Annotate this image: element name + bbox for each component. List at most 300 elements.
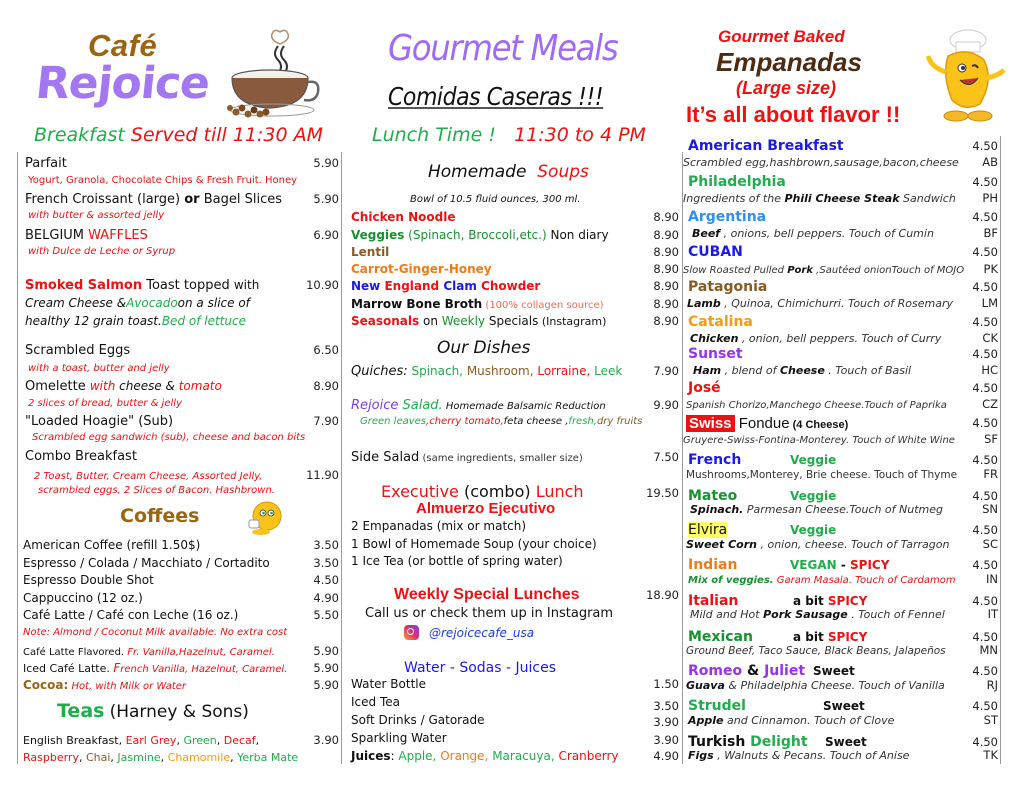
desc-part: , Quinoa, Chimichurri. Touch of Rosemary bbox=[720, 297, 953, 310]
item-name: Sunset bbox=[688, 346, 743, 362]
veggies-ingredients: (Spinach, Broccoli,etc.) bbox=[404, 228, 547, 242]
empanada-desc-row bbox=[693, 363, 998, 377]
seasonals-weekly: Weekly bbox=[441, 314, 486, 328]
item-description bbox=[687, 297, 953, 310]
column-1-left-border bbox=[17, 152, 18, 764]
menu-item-lentil bbox=[351, 245, 679, 259]
bit-tag: a bit bbox=[793, 630, 828, 644]
column-2-right-border bbox=[682, 152, 683, 764]
empanada-indian bbox=[688, 554, 998, 573]
menu-item-teas bbox=[23, 733, 339, 747]
croissant-name: French Croissant (large) bbox=[25, 192, 185, 207]
item-name bbox=[23, 678, 186, 692]
combo-desc-1: 2 Toast, Butter, Cream Cheese, Assorted Jelly, bbox=[34, 471, 263, 482]
menu-item-drink bbox=[351, 695, 679, 713]
iced-latte-f: F bbox=[113, 661, 121, 675]
salad-tomato: ,cherry tomato, bbox=[426, 416, 504, 427]
menu-item-coffee bbox=[23, 573, 339, 587]
tea-chamomile: Chamomile bbox=[167, 751, 231, 764]
item-description bbox=[38, 485, 275, 496]
item-price: 4.50 bbox=[972, 489, 998, 503]
desc-part: Slow Roasted Pulled bbox=[683, 265, 788, 276]
item-name: Combo Breakfast bbox=[25, 449, 137, 464]
juice-maracuya: Maracuya, bbox=[492, 749, 555, 763]
item-price: 3.50 bbox=[313, 538, 339, 552]
juice-cranberry: Cranberry bbox=[558, 749, 619, 763]
menu-item-coffee bbox=[23, 538, 339, 552]
menu-item-croissant bbox=[25, 192, 339, 207]
weekly-title: Weekly Special Lunches bbox=[394, 586, 580, 603]
item-description bbox=[34, 468, 339, 482]
empanada-desc-row bbox=[683, 155, 998, 169]
desc-bold: Sweet Corn bbox=[686, 538, 757, 551]
item-price: 8.90 bbox=[653, 297, 679, 311]
item-description bbox=[683, 192, 956, 205]
tea-raspberry: Raspberry bbox=[23, 751, 79, 764]
instagram-handle-row[interactable] bbox=[404, 625, 534, 640]
item-price: 4.50 bbox=[972, 381, 998, 395]
romeo-name: Romeo bbox=[688, 663, 743, 679]
empanada-jose bbox=[688, 380, 998, 396]
item-price: 4.50 bbox=[972, 630, 998, 644]
item-price: 5.90 bbox=[313, 644, 339, 658]
latte-flavors: Fr. Vanilla,Hazelnut, Caramel. bbox=[127, 647, 275, 658]
menu-item-combo-breakfast bbox=[25, 449, 339, 464]
desc-part: Garam Masala. Touch of Cardamom bbox=[773, 575, 956, 586]
menu-item-drink bbox=[351, 677, 679, 691]
desc-bold: Spinach. bbox=[690, 503, 744, 516]
item-name: Chicken Noodle bbox=[351, 210, 456, 224]
empanada-desc-row bbox=[686, 678, 998, 692]
italian-name: Italian bbox=[688, 593, 739, 609]
teas-title: Teas bbox=[57, 700, 105, 722]
salad-greens: Green leaves bbox=[360, 416, 427, 427]
waffles-prefix: BELGIUM bbox=[25, 228, 89, 243]
combo-desc-2: scrambled eggs, 2 Slices of Bacon. Hashbrown. bbox=[38, 485, 275, 496]
item-price: 4.50 bbox=[972, 699, 998, 713]
turkish-name: Turkish bbox=[688, 734, 746, 750]
lunch-word: Lunch bbox=[535, 482, 584, 501]
desc-bold: Guava bbox=[686, 679, 725, 692]
item-name bbox=[351, 279, 540, 293]
waffles-name: WAFFLES bbox=[88, 228, 148, 243]
salad-rejoice: Rejoice bbox=[351, 398, 399, 413]
menu-item-scrambled-eggs bbox=[25, 343, 339, 358]
item-price: 4.50 bbox=[972, 558, 998, 572]
coffee-cup-icon bbox=[222, 28, 322, 120]
item-code: AB bbox=[982, 155, 998, 169]
item-code: TK bbox=[983, 748, 998, 762]
item-price: 4.50 bbox=[972, 139, 998, 153]
desc-bold: Figs bbox=[688, 749, 714, 762]
seasonals-name: Seasonals bbox=[351, 314, 420, 328]
item-code: ST bbox=[983, 713, 998, 727]
item-name bbox=[351, 398, 606, 413]
menu-item-coffee bbox=[23, 608, 339, 622]
item-description bbox=[686, 538, 949, 551]
desc-part: and Cinnamon. Touch of Clove bbox=[723, 714, 895, 727]
seasonals-on: on bbox=[419, 314, 442, 328]
item-name: Patagonia bbox=[688, 279, 768, 295]
comidas-caseras-title: Comidas Caseras !!! bbox=[388, 82, 604, 111]
avocado-label: Avocado bbox=[126, 296, 178, 310]
item-code: RJ bbox=[986, 678, 998, 692]
executive-title bbox=[381, 482, 584, 501]
item-name bbox=[688, 554, 889, 573]
item-description: Ground Beef, Taco Sauce, Black Beans, Jalapeños bbox=[686, 645, 946, 657]
flavor-tagline: It’s all about flavor !! bbox=[686, 102, 901, 127]
item-description bbox=[28, 175, 297, 186]
breakfast-hours: Served till 11:30 AM bbox=[130, 124, 324, 146]
hoagie-desc: Scrambled egg sandwich (sub), cheese and bacon bits bbox=[32, 432, 306, 443]
desc-bold: Pork bbox=[787, 265, 813, 276]
item-price: 4.50 bbox=[972, 415, 998, 430]
drinks-heading: Water - Sodas - Juices bbox=[404, 660, 556, 676]
waffles-desc: with Dulce de Leche or Syrup bbox=[28, 246, 176, 257]
item-price: 7.50 bbox=[653, 450, 679, 464]
item-price: 5.90 bbox=[313, 661, 339, 675]
fondue-label: Fondue bbox=[734, 415, 790, 432]
clam-new: New bbox=[351, 279, 385, 293]
coffees-heading: Coffees bbox=[120, 505, 200, 527]
empanada-desc-row bbox=[688, 572, 998, 586]
item-price: 6.90 bbox=[313, 228, 339, 242]
cocoa-desc: Hot, with Milk or Water bbox=[68, 681, 187, 692]
latte-flavored-name: Café Latte Flavored. bbox=[23, 647, 128, 658]
cocoa-name: Cocoa: bbox=[23, 678, 69, 692]
marrow-name: Marrow Bone Broth bbox=[351, 297, 483, 311]
salad-dry-fruits: dry fruits bbox=[596, 416, 643, 427]
empanada-desc-row bbox=[688, 748, 998, 762]
item-price: 18.90 bbox=[646, 588, 679, 602]
item-price: 8.90 bbox=[653, 245, 679, 259]
empanada-desc-row bbox=[690, 331, 998, 345]
item-price: 4.50 bbox=[313, 573, 339, 587]
empanada-french bbox=[688, 449, 998, 468]
rejoice-logo-word: Rejoice bbox=[33, 58, 212, 109]
item-price: 8.90 bbox=[653, 210, 679, 224]
desc-bold: Chicken bbox=[690, 332, 739, 345]
desc-part: Ingredients of the bbox=[683, 192, 785, 205]
omelette-name: Omelette bbox=[25, 379, 90, 394]
item-name: Lentil bbox=[351, 245, 390, 259]
empanada-american-breakfast bbox=[688, 138, 998, 154]
menu-item-veggies-soup bbox=[351, 228, 679, 242]
menu-item-loaded-hoagie bbox=[25, 414, 339, 429]
item-name bbox=[23, 647, 275, 658]
tea-list-1: English Breakfast, Earl Grey, Green, Decaf, bbox=[23, 734, 260, 747]
smiley-coffee-icon bbox=[245, 500, 283, 538]
iced-latte-flavors: rench Vanilla, Hazelnut, Caramel. bbox=[120, 664, 288, 675]
item-price: 6.50 bbox=[313, 343, 339, 357]
empanada-chef-mascot-icon bbox=[918, 26, 1012, 126]
desc-part: , Walnuts & Pecans. Touch of Anise bbox=[713, 749, 910, 762]
item-name: Sparkling Water bbox=[351, 731, 447, 745]
item-code: SC bbox=[982, 537, 998, 551]
menu-item-latte-flavored bbox=[23, 644, 339, 658]
mateo-name: Mateo bbox=[688, 488, 738, 504]
indian-name: Indian bbox=[688, 557, 738, 573]
quiches-label: Quiches: bbox=[351, 364, 408, 379]
juices-label: Juices bbox=[351, 749, 391, 763]
ampersand: & bbox=[742, 663, 765, 679]
item-price: 4.50 bbox=[972, 280, 998, 294]
empanada-desc-row bbox=[690, 502, 998, 516]
desc-bold: Beef bbox=[692, 227, 721, 240]
item-name: Soft Drinks / Gatorade bbox=[351, 713, 485, 727]
item-price: 1.50 bbox=[653, 677, 679, 691]
item-price: 3.90 bbox=[653, 715, 679, 729]
omelette-cheese: cheese & bbox=[119, 379, 179, 393]
item-price: 3.90 bbox=[313, 733, 339, 747]
omelette-with: with bbox=[89, 379, 120, 393]
tea-jasmine: Jasmine bbox=[117, 751, 161, 764]
empanada-desc-row bbox=[686, 467, 998, 481]
item-price: 4.90 bbox=[313, 591, 339, 605]
item-price: 4.50 bbox=[972, 347, 998, 361]
item-description bbox=[683, 265, 964, 276]
vegan-tag: VEGAN bbox=[790, 558, 837, 572]
almuerzo-ejecutivo: Almuerzo Ejecutivo bbox=[416, 500, 556, 517]
item-price: 8.90 bbox=[313, 379, 339, 393]
empanada-philadelphia bbox=[688, 174, 998, 190]
item-price: 4.50 bbox=[972, 315, 998, 329]
item-description bbox=[693, 364, 911, 377]
item-code: MN bbox=[979, 643, 998, 657]
gourmet-baked-title: Gourmet Baked bbox=[718, 27, 845, 46]
quiche-leek: Leek bbox=[594, 364, 623, 378]
empanada-cuban bbox=[688, 244, 998, 260]
item-description bbox=[28, 210, 164, 221]
quiche-lorraine: Lorraine, bbox=[537, 364, 591, 378]
item-price: 7.90 bbox=[313, 414, 339, 428]
marrow-note: (100% collagen source) bbox=[482, 300, 604, 311]
omelette-tomato: tomato bbox=[178, 379, 222, 393]
item-description: Scrambled egg,hashbrown,sausage,bacon,cheese bbox=[683, 156, 959, 169]
menu-item-iced-latte bbox=[23, 661, 339, 675]
milk-note bbox=[23, 627, 287, 638]
soups-title-a: Homemade bbox=[428, 162, 527, 182]
empanada-desc-row bbox=[683, 262, 998, 276]
item-description bbox=[25, 296, 250, 310]
seasonals-specials: Specials bbox=[485, 314, 539, 328]
salad-feta: feta cheese , bbox=[503, 416, 569, 427]
item-price: 11.90 bbox=[306, 468, 339, 482]
executive-lunch-heading bbox=[381, 482, 679, 501]
croissant-desc: with butter & assorted jelly bbox=[28, 210, 165, 221]
column-1-right-border bbox=[341, 152, 342, 764]
menu-item-drink bbox=[351, 713, 679, 727]
spicy-tag: SPICY bbox=[827, 630, 868, 644]
veggies-name: Veggies bbox=[351, 228, 405, 242]
item-name bbox=[25, 379, 222, 394]
menu-item-smoked-salmon bbox=[25, 278, 339, 293]
item-name: Argentina bbox=[688, 209, 767, 225]
salad-name: Salad. bbox=[398, 398, 443, 413]
item-name: José bbox=[688, 380, 721, 396]
empanada-desc-row bbox=[692, 226, 998, 240]
item-name: Philadelphia bbox=[688, 174, 786, 190]
item-price: 4.50 bbox=[972, 664, 998, 678]
menu-item-omelette bbox=[25, 379, 339, 394]
strudel-name: Strudel bbox=[688, 698, 746, 714]
item-name bbox=[688, 660, 855, 679]
soups-subtitle: Bowl of 10.5 fluid ounces, 300 ml. bbox=[410, 194, 581, 205]
salmon-desc: Cream Cheese & bbox=[25, 296, 127, 310]
soups-heading bbox=[428, 162, 589, 182]
item-price: 4.50 bbox=[972, 453, 998, 467]
item-description: Spanish Chorizo,Manchego Cheese.Touch of Paprika bbox=[686, 400, 947, 411]
item-description bbox=[28, 363, 170, 374]
menu-item-marrow-broth bbox=[351, 297, 679, 311]
menu-item-cocoa bbox=[23, 678, 339, 692]
executive-item: 1 Ice Tea (or bottle of spring water) bbox=[351, 554, 563, 568]
item-description bbox=[692, 227, 934, 240]
bagel-name: Bagel Slices bbox=[199, 192, 282, 207]
menu-item-waffles bbox=[25, 228, 339, 243]
item-description bbox=[690, 608, 945, 621]
empanada-romeo-juliet bbox=[688, 660, 998, 679]
item-code: PK bbox=[983, 262, 998, 276]
item-description bbox=[32, 432, 305, 443]
tea-yerba-mate: Yerba Mate bbox=[237, 751, 299, 764]
salad-balsamic: Homemade Balsamic Reduction bbox=[442, 401, 606, 412]
item-description bbox=[360, 416, 642, 427]
item-code: CZ bbox=[982, 397, 998, 411]
item-description bbox=[690, 332, 941, 345]
item-name bbox=[25, 278, 259, 293]
swiss-label: Swiss bbox=[686, 415, 735, 432]
combo-word: (combo) bbox=[458, 482, 536, 501]
instagram-handle[interactable]: @rejoicecafe_usa bbox=[429, 625, 535, 640]
desc-part: & Philadelphia Cheese. Touch of Vanilla bbox=[724, 679, 945, 692]
desc-bold: Phili Cheese Steak bbox=[784, 192, 900, 205]
juliet-name: Juliet bbox=[764, 663, 806, 679]
four-cheese-label: (4 Cheese) bbox=[789, 419, 849, 431]
empanada-desc-row bbox=[683, 432, 998, 446]
teas-heading bbox=[57, 700, 249, 722]
item-price: 7.90 bbox=[653, 364, 679, 378]
item-description bbox=[688, 575, 956, 586]
juice-orange: Orange, bbox=[440, 749, 489, 763]
large-size-label: (Large size) bbox=[736, 78, 837, 98]
item-price: 4.50 bbox=[972, 735, 998, 749]
or-label: or bbox=[184, 192, 200, 207]
item-name: Carrot-Ginger-Honey bbox=[351, 262, 492, 276]
lunch-hours: 11:30 to 4 PM bbox=[514, 124, 646, 146]
desc-bold: Ham bbox=[693, 364, 722, 377]
menu-item-clam-chowder bbox=[351, 279, 679, 293]
empanada-strudel bbox=[688, 695, 998, 714]
item-price: 4.50 bbox=[972, 210, 998, 224]
item-price: 9.90 bbox=[653, 398, 679, 412]
sweet-tag: Sweet bbox=[823, 699, 865, 713]
item-code: IT bbox=[987, 607, 998, 621]
item-description bbox=[688, 714, 894, 727]
item-description bbox=[688, 749, 909, 762]
desc-part: . Touch of Fennel bbox=[847, 608, 945, 621]
tea-chai: Chai bbox=[85, 751, 111, 764]
executive-item: 1 Bowl of Homemade Soup (your choice) bbox=[351, 537, 597, 551]
item-description: Gruyere-Swiss-Fontina-Monterey. Touch of White Wine bbox=[683, 435, 955, 446]
item-price: 3.90 bbox=[653, 733, 679, 747]
item-code: FR bbox=[983, 467, 998, 481]
item-name bbox=[25, 192, 282, 207]
item-price: 3.50 bbox=[313, 556, 339, 570]
menu-item-quiches bbox=[351, 364, 679, 379]
our-dishes-heading: Our Dishes bbox=[437, 338, 531, 358]
desc-part: Parmesan Cheese.Touch of Nutmeg bbox=[743, 503, 944, 516]
item-code: IN bbox=[986, 572, 998, 586]
soups-title-b: Soups bbox=[537, 162, 589, 182]
salad-fresh: fresh, bbox=[568, 416, 597, 427]
item-price: 8.90 bbox=[653, 262, 679, 276]
bit-tag: a bit bbox=[793, 594, 828, 608]
tag-sep: - bbox=[836, 558, 851, 572]
item-price: 5.90 bbox=[313, 192, 339, 206]
empanada-desc-row bbox=[686, 397, 998, 411]
weekly-special-heading bbox=[394, 586, 679, 604]
item-price: 4.90 bbox=[653, 749, 679, 763]
french-name: French bbox=[688, 452, 742, 468]
cafe-logo-word: Café bbox=[88, 28, 158, 63]
menu-item-coffee bbox=[23, 556, 339, 570]
item-name: Scrambled Eggs bbox=[25, 343, 131, 358]
item-code: SF bbox=[984, 432, 998, 446]
desc-part: , onions, bell peppers. Touch of Cumin bbox=[720, 227, 934, 240]
desc-part: , onion, cheese. Touch of Tarragon bbox=[756, 538, 950, 551]
item-name: American Coffee (refill 1.50$) bbox=[23, 538, 201, 552]
item-name: Parfait bbox=[25, 156, 67, 171]
omelette-desc: 2 slices of bread, butter & jelly bbox=[28, 398, 182, 409]
item-code: SN bbox=[982, 502, 998, 516]
clam-clam: Clam bbox=[443, 279, 482, 293]
empanadas-title: Empanadas bbox=[716, 47, 862, 77]
menu-item-chicken-noodle bbox=[351, 210, 679, 224]
side-salad-name: Side Salad bbox=[351, 450, 420, 465]
empanada-argentina bbox=[688, 209, 998, 225]
desc-bold: Pork Sausage bbox=[763, 608, 848, 621]
desc-part: , onion, bell peppers. Touch of Curry bbox=[738, 332, 942, 345]
empanada-swiss-fondue bbox=[686, 413, 998, 432]
item-price: 8.90 bbox=[653, 314, 679, 328]
item-name bbox=[351, 297, 604, 311]
juice-apple: Apple, bbox=[398, 749, 437, 763]
empanada-desc-row bbox=[690, 607, 998, 621]
breakfast-label: Breakfast bbox=[34, 124, 125, 146]
item-name: Espresso Double Shot bbox=[23, 573, 154, 587]
american-breakfast-name: American Breakfast bbox=[688, 138, 844, 154]
empanada-desc-row bbox=[683, 191, 998, 205]
item-name: Espresso / Colada / Macchiato / Cortadito bbox=[23, 556, 270, 570]
empanada-patagonia bbox=[688, 279, 998, 295]
quiche-mushroom: Mushroom, bbox=[466, 364, 534, 378]
item-name bbox=[688, 519, 836, 538]
item-name: Cappuccino (12 oz.) bbox=[23, 591, 143, 605]
salmon-with: with bbox=[233, 278, 260, 292]
item-price: 5.90 bbox=[313, 678, 339, 692]
item-code: LM bbox=[981, 296, 998, 310]
item-name bbox=[351, 364, 622, 379]
item-description bbox=[28, 398, 182, 409]
menu-item-rejoice-salad bbox=[351, 398, 679, 413]
item-name: Water Bottle bbox=[351, 677, 426, 691]
desc-bold: Mix of veggies. bbox=[688, 575, 774, 586]
teas-brand: (Harney & Sons) bbox=[109, 702, 249, 722]
item-description bbox=[25, 314, 246, 328]
item-description bbox=[686, 679, 945, 692]
desc-part: . Touch of Basil bbox=[824, 364, 912, 377]
